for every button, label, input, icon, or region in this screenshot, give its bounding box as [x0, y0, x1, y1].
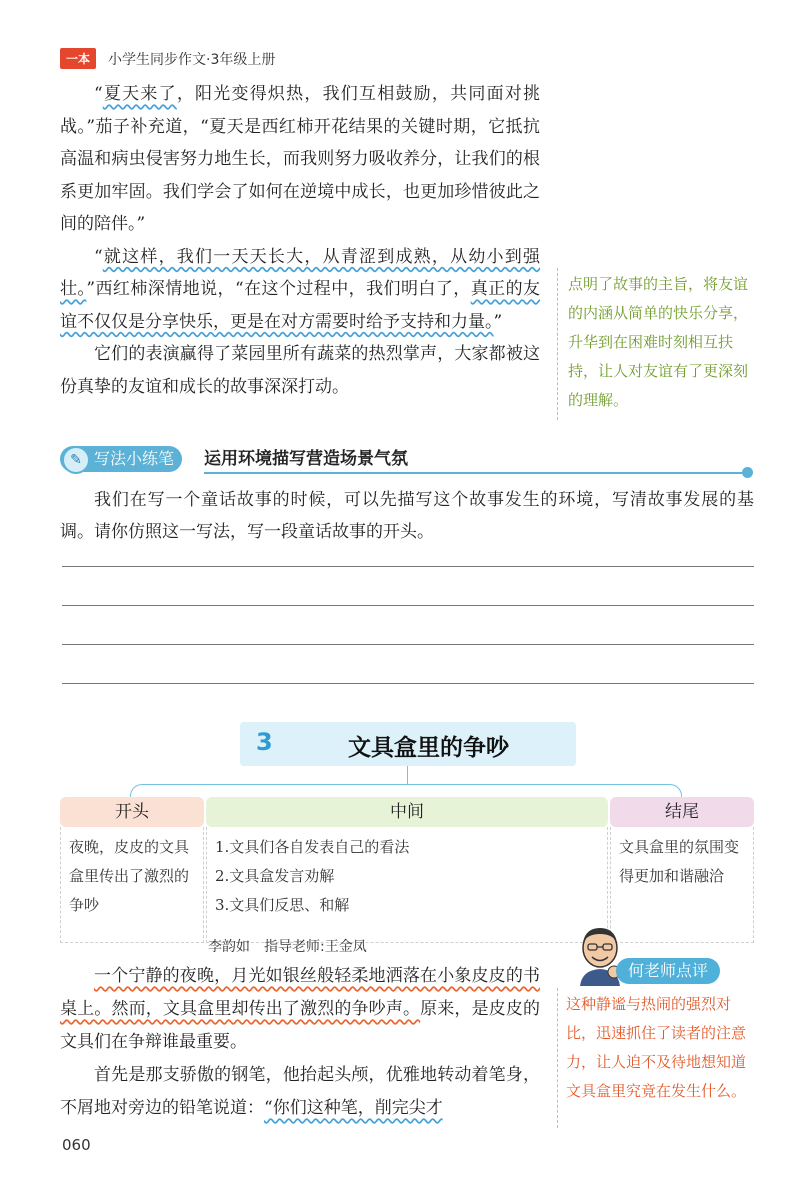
outline-item: 2.文具盒发言劝解	[215, 867, 335, 885]
story-text-2	[60, 960, 540, 1125]
pen-icon: ✎	[62, 446, 90, 474]
practice-label: ✎ 写法小练笔	[60, 446, 182, 472]
outline-middle	[206, 797, 608, 943]
practice-header	[60, 444, 754, 476]
book-title: 小学生同步作文·3年级上册	[108, 51, 276, 68]
outline-item: 1.文具们各自发表自己的看法	[215, 838, 410, 856]
outline-head: 开头	[60, 797, 204, 827]
writing-line[interactable]	[62, 566, 754, 567]
outline-connector	[407, 766, 408, 784]
brand-logo: 一本	[60, 48, 96, 69]
author-line: 李韵如 指导老师:王金凤	[208, 939, 367, 955]
divider	[204, 472, 749, 474]
writing-line[interactable]	[62, 683, 754, 684]
paragraph: 一个宁静的夜晚，月光如银丝般轻柔地洒落在小象皮皮的书桌上。然而，文具盒里却传出了激烈的争吵声。原来，是皮皮的文具们在争辩谁最重要。	[60, 966, 541, 1052]
outline-body: 夜晚，皮皮的文具盒里传出了激烈的争吵	[69, 838, 190, 914]
paragraph: “就这样，我们一天天长大，从青涩到成熟，从幼小到强壮。”西红柿深情地说，“在这个过程中，我们明白了，真正的友谊不仅仅是分享快乐，更是在对方需要时给予支持和力量。”	[60, 246, 541, 332]
practice-subtitle: 运用环境描写营造场景气氛	[204, 449, 408, 469]
outline-beginning	[60, 797, 204, 943]
divider	[557, 988, 558, 1128]
paragraph: 它们的表演赢得了菜园里所有蔬菜的热烈掌声，大家都被这份真挚的友谊和成长的故事深深打动。	[60, 344, 540, 397]
teacher-comment-badge: 何老师点评	[616, 958, 720, 984]
story-text-1	[60, 78, 540, 403]
writing-line[interactable]	[62, 644, 754, 645]
paragraph: “夏天来了，阳光变得炽热，我们互相鼓励，共同面对挑战。”茄子补充道，“夏天是西红柿开花结果的关键时期，它抵抗高温和病虫侵害努力地生长，而我则努力吸收养分，让我们的根系更加牢固。我们学会了如何在逆境中成长，也更加珍惜彼此之间的陪伴。”	[60, 84, 541, 234]
outline-head: 结尾	[610, 797, 754, 827]
outline-body: 文具盒里的氛围变得更加和谐融洽	[619, 838, 740, 885]
outline-item: 3.文具们反思、和解	[215, 896, 350, 914]
practice-instructions: 我们在写一个童话故事的时候，可以先描写这个故事发生的环境，写清故事发展的基调。请你仿照这一写法，写一段童话故事的开头。	[60, 490, 754, 542]
outline-connector	[130, 784, 682, 798]
margin-comment: 点明了故事的主旨，将友谊的内涵从简单的快乐分享，升华到在困难时刻相互扶持，让人对友谊有了更深刻的理解。	[568, 275, 749, 409]
page-header	[60, 48, 275, 69]
section-title-box	[240, 722, 576, 766]
writing-line[interactable]	[62, 605, 754, 606]
outline-ending	[610, 797, 754, 943]
section-number: 3	[256, 728, 273, 756]
section-title: 文具盒里的争吵	[348, 735, 509, 761]
divider	[557, 268, 558, 420]
teacher-comment: 这种静谧与热闹的强烈对比，迅速抓住了读者的注意力，让人迫不及待地想知道文具盒里究竟在发生什么。	[566, 995, 747, 1100]
divider-dot	[742, 467, 753, 478]
outline-head: 中间	[206, 797, 608, 827]
page-number: 060	[62, 1136, 91, 1154]
paragraph: 首先是那支骄傲的钢笔，他抬起头颅，优雅地转动着笔身，不屑地对旁边的铅笔说道：“你们这种笔，削完尖才	[60, 1065, 540, 1118]
